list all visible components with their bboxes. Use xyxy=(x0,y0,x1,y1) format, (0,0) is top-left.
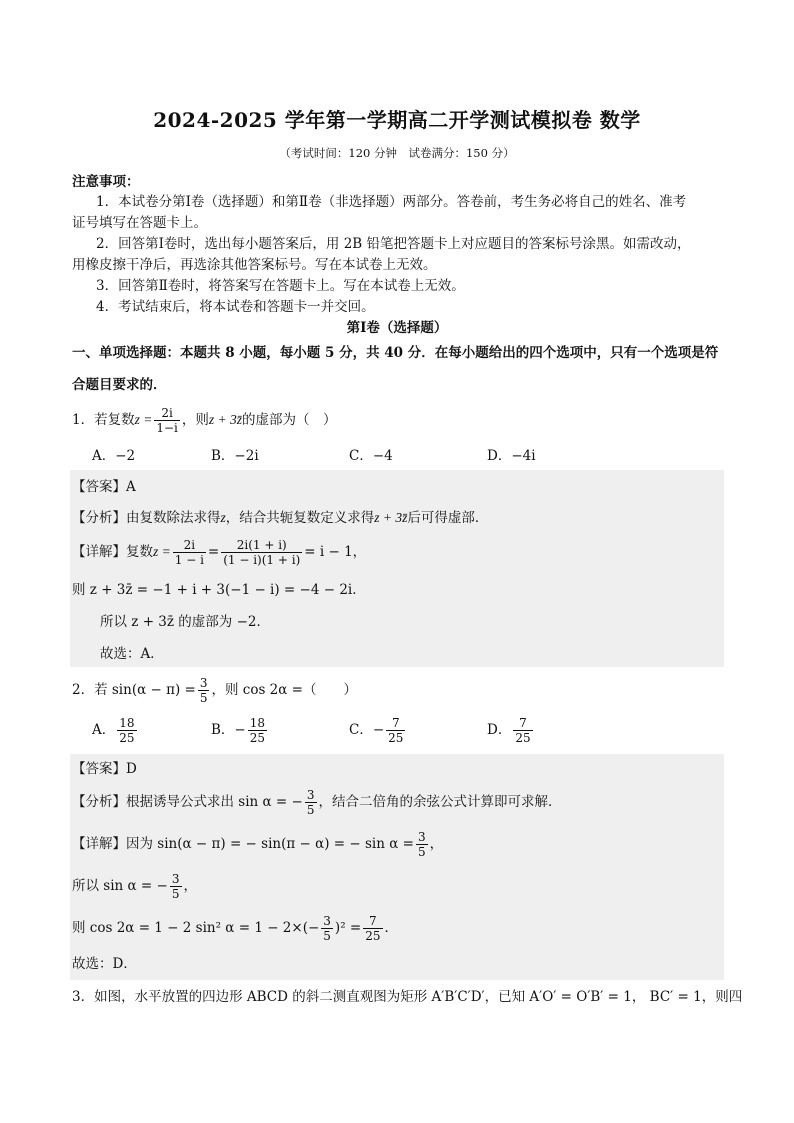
q2-analysis-den: 5 xyxy=(306,803,315,817)
section-title: 第Ⅰ卷（选择题） xyxy=(346,320,448,336)
q2-option-b-frac xyxy=(248,716,267,745)
q2-line4: 故选：D． xyxy=(72,956,137,972)
q1-detail-line3: 所以 z + 3z̄ 的虚部为 −2． xyxy=(100,614,270,630)
q2-analysis-b: ，结合二倍角的余弦公式计算即可求解． xyxy=(318,794,562,810)
q2-option-c-frac xyxy=(386,716,405,745)
q2-line2-b: ， xyxy=(183,878,197,894)
q2-option-c xyxy=(349,712,407,748)
q2-detail-a: 【详解】因为 sin(α − π) = − sin(π − α) = − sin α = xyxy=(72,836,414,852)
q2-line2 xyxy=(72,868,197,904)
q1-detail-result: = i − 1， xyxy=(304,544,367,560)
q2-option-a-num: 18 xyxy=(119,716,135,730)
section-instructions-b: 合题目要求的． xyxy=(72,377,167,393)
q2-analysis-num: 3 xyxy=(306,788,315,802)
q1-stem xyxy=(72,402,337,438)
q1-analysis-expr: z + 3z̄ xyxy=(374,510,408,525)
notice-item-1a: 1．本试卷分第Ⅰ卷（选择题）和第Ⅱ卷（非选择题）两部分。答卷前，考生务必将自己的姓名、准考 xyxy=(96,194,687,210)
q2-line3-num2: 7 xyxy=(363,914,382,929)
q1-detail xyxy=(72,534,366,570)
q1-analysis-a: 【分析】由复数除法求得 xyxy=(72,510,221,526)
q2-line3-a: 则 cos 2α = 1 − 2 sin² α = 1 − 2×(− xyxy=(72,920,320,936)
q2-option-d-den: 25 xyxy=(515,731,531,745)
q2-detail-b: ， xyxy=(429,836,444,852)
q1-detail-frac2 xyxy=(221,538,302,567)
q1-detail-frac2-den: (1 − i)(1 + i) xyxy=(223,553,301,567)
section-instructions-a: 一、单项选择题：本题共 8 小题，每小题 5 分，共 40 分．在每小题给出的四个选项中，只有一个选项是符 xyxy=(72,345,719,361)
q2-option-b-den: 25 xyxy=(249,731,266,745)
q1-fraction xyxy=(154,406,180,435)
q2-detail-den: 5 xyxy=(417,845,426,859)
q2-line2-num: 3 xyxy=(171,872,180,886)
q2-analysis xyxy=(72,784,562,820)
q1-stem-suffix: 的虚部为（ ） xyxy=(242,412,337,428)
q2-option-b-label: B．− xyxy=(211,722,246,738)
q2-line3-den2: 25 xyxy=(365,929,381,943)
q2-stem-suffix: ，则 cos 2α =（ ） xyxy=(211,682,357,698)
notice-item-2b: 用橡皮擦干净后，再选涂其他答案标号。写在本试卷上无效。 xyxy=(72,257,437,273)
q2-line2-a: 所以 sin α = − xyxy=(72,878,168,894)
q2-line3-b: )² = xyxy=(334,920,362,936)
q1-analysis-c: 后可得虚部． xyxy=(407,510,489,526)
q2-option-c-num: 7 xyxy=(386,716,405,731)
q2-option-a xyxy=(92,712,139,748)
q2-line2-frac xyxy=(170,872,182,901)
q2-option-d-label: D． xyxy=(487,722,512,738)
q1-detail-eq: = xyxy=(207,544,220,560)
q2-line3-num1: 3 xyxy=(323,914,331,928)
q1-analysis-z: z xyxy=(220,510,226,525)
q1-answer: 【答案】A xyxy=(72,479,136,495)
notice-item-1b: 证号填写在答题卡上。 xyxy=(72,215,207,231)
q2-answer: 【答案】D xyxy=(72,761,137,777)
q2-line2-den: 5 xyxy=(171,887,180,901)
q2-analysis-frac xyxy=(305,788,317,817)
q1-frac-num: 2i xyxy=(154,406,180,421)
q2-detail-frac xyxy=(416,830,428,859)
notice-item-3: 3．回答第Ⅱ卷时，将答案写在答题卡上。写在本试卷上无效。 xyxy=(96,278,465,294)
q1-detail-frac1 xyxy=(173,538,206,567)
q2-fraction xyxy=(198,676,210,705)
q1-expr: z + 3z̄ xyxy=(208,412,242,427)
exam-subtitle: （考试时间：120 分钟 试卷满分：150 分） xyxy=(279,146,515,160)
q1-detail-line2: 则 z + 3z̄ = −1 + i + 3(−1 − i) = −4 − 2i． xyxy=(72,582,366,598)
q2-option-b-num: 18 xyxy=(249,716,266,730)
q2-detail xyxy=(72,826,443,862)
q2-line3 xyxy=(72,910,398,946)
q1-analysis xyxy=(72,508,488,528)
q1-stem-prefix: 1．若复数 xyxy=(72,412,135,428)
q1-analysis-b: ，结合共轭复数定义求得 xyxy=(225,510,375,526)
q2-stem xyxy=(72,672,357,708)
q2-option-c-label: C．− xyxy=(349,722,385,738)
q2-analysis-a: 【分析】根据诱导公式求出 sin α = − xyxy=(72,794,303,810)
q2-option-b xyxy=(211,712,269,748)
q2-option-a-frac xyxy=(117,716,136,745)
q2-stem-prefix: 2．若 sin(α − π) = xyxy=(72,682,196,698)
page-title: 2024-2025 学年第一学期高二开学测试模拟卷 数学 xyxy=(153,108,641,132)
q1-option-b: B．−2i xyxy=(211,448,259,464)
q2-option-d-num: 7 xyxy=(513,716,532,731)
q1-detail-label: 【详解】复数 xyxy=(72,544,153,560)
q2-option-d xyxy=(487,712,535,748)
q1-detail-frac1-den: 1 − i xyxy=(174,553,204,567)
notice-heading: 注意事项： xyxy=(72,174,140,190)
q2-frac-num: 3 xyxy=(199,676,208,690)
notice-item-4: 4．考试结束后，将本试卷和答题卡一并交回。 xyxy=(96,299,375,315)
q2-detail-num: 3 xyxy=(417,830,426,844)
q1-z: z = xyxy=(134,412,153,427)
q1-stem-mid: ，则 xyxy=(181,412,209,428)
q1-option-a: A．−2 xyxy=(92,448,136,464)
q2-line3-c: ． xyxy=(384,920,398,936)
q2-line3-frac2 xyxy=(363,914,382,943)
q3-stem: 3．如图，水平放置的四边形 ABCD 的斜二测直观图为矩形 A′B′C′D′，已知 A′O′ = O′B′ = 1， BC′ = 1，则四 xyxy=(72,989,743,1005)
q1-detail-frac2-num: 2i(1 + i) xyxy=(221,538,302,553)
notice-item-2a: 2．回答第Ⅰ卷时，选出每小题答案后，用 2B 铅笔把答题卡上对应题目的答案标号涂黑。如需改动， xyxy=(96,236,691,252)
q1-detail-z: z = xyxy=(153,544,171,559)
q2-frac-den: 5 xyxy=(199,691,208,705)
q2-option-a-label: A． xyxy=(92,722,116,738)
q1-frac-den: 1−i xyxy=(156,421,178,435)
q1-option-c: C．−4 xyxy=(349,448,393,464)
q1-detail-line4: 故选：A． xyxy=(100,646,164,662)
q1-detail-frac1-num: 2i xyxy=(173,538,206,553)
q2-option-c-den: 25 xyxy=(388,731,404,745)
q2-line3-frac1 xyxy=(321,914,333,943)
q2-line3-den1: 5 xyxy=(323,929,331,943)
q2-option-d-frac xyxy=(513,716,532,745)
q1-option-d: D．−4i xyxy=(487,448,536,464)
q2-option-a-den: 25 xyxy=(119,731,135,745)
